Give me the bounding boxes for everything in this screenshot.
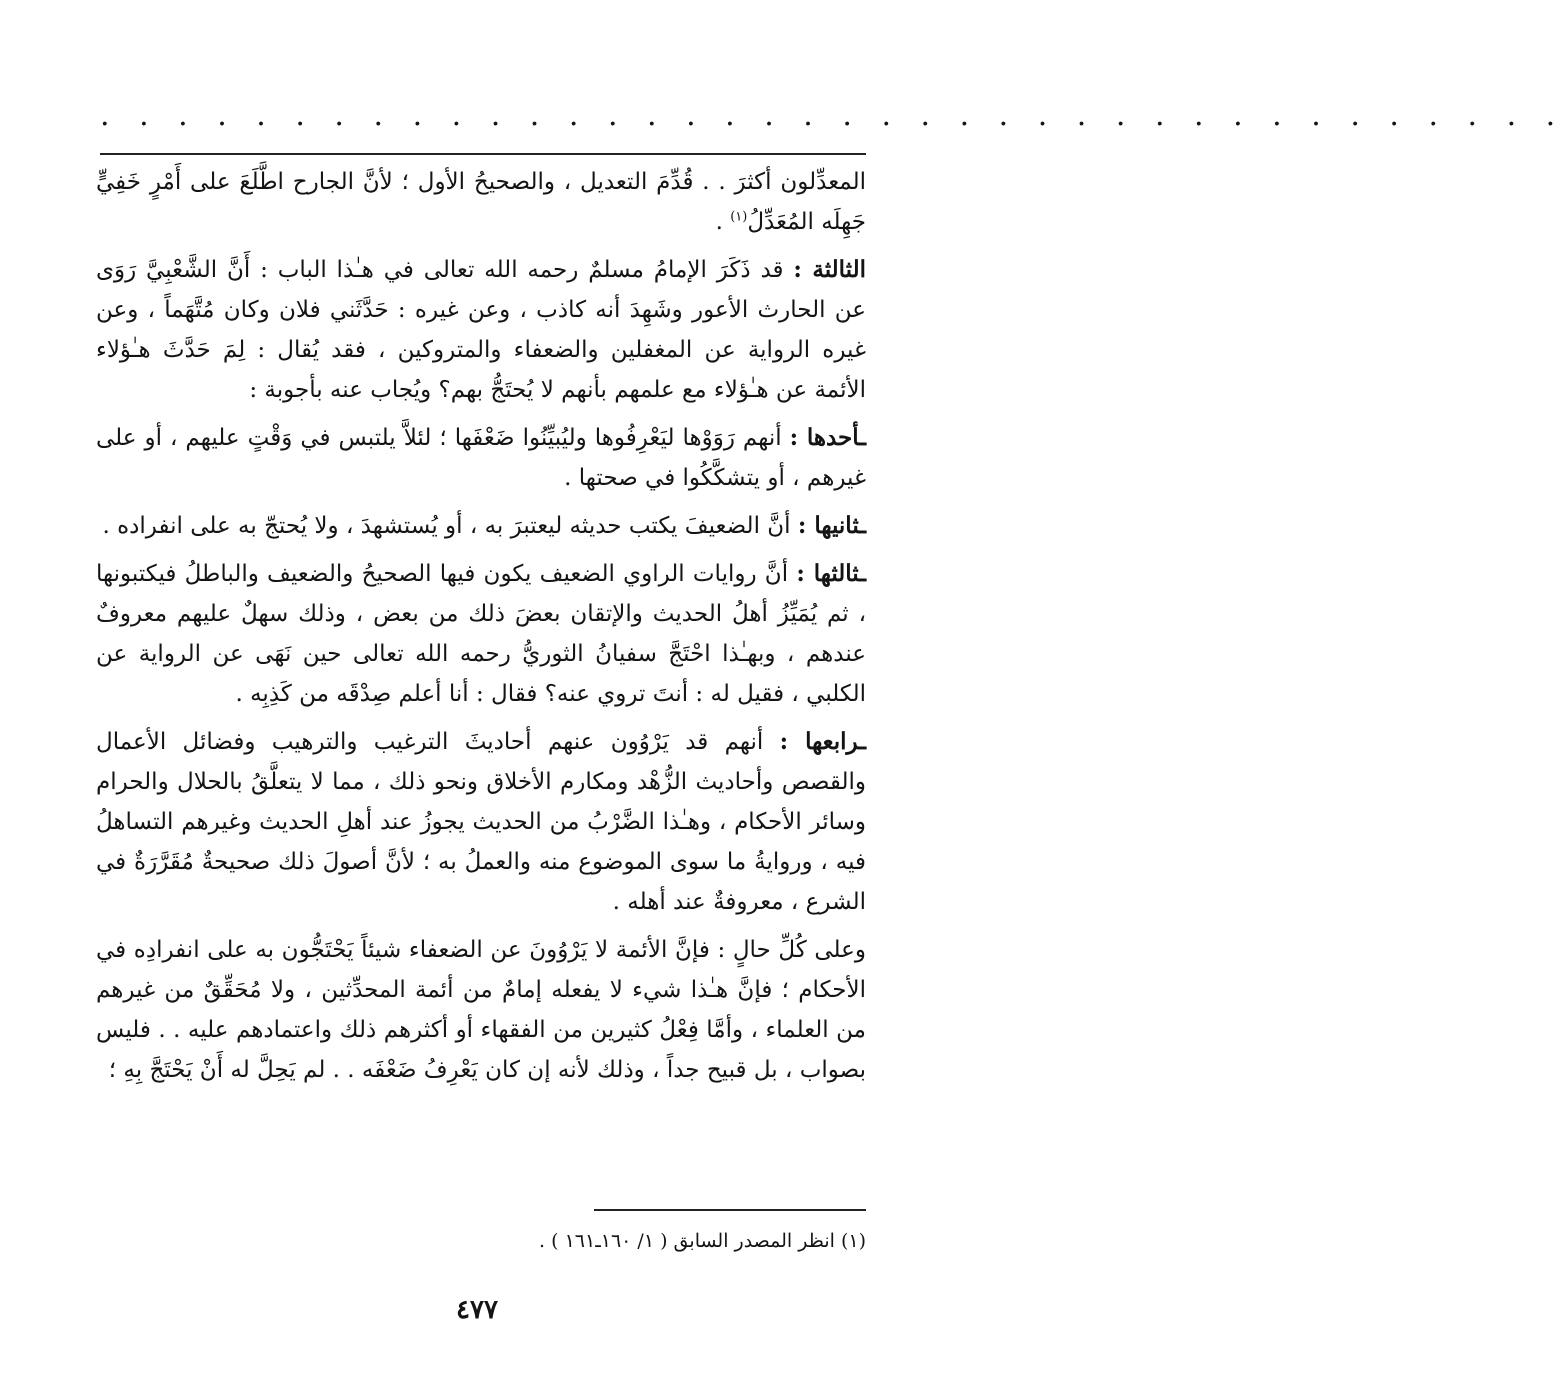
paragraph-third-point <box>96 250 866 410</box>
footnote-rule <box>594 1209 866 1211</box>
paragraph-text: أنهم رَوَوْها ليَعْرِفُوها وليُبيِّنُوا ضَعْفَها ؛ لئلاَّ يلتبس في وَقْتٍ عليهم ، أو على غيرهم ، أو يتشكَّكُوا في صحتها . <box>96 425 866 491</box>
paragraph-heading: الثالثة : <box>793 256 867 283</box>
paragraph-answer-one <box>96 418 866 498</box>
paragraph-text: أنهم قد يَرْوُون عنهم أحاديثَ الترغيب والترهيب وفضائل الأعمال والقصص وأحاديث الزُّهْد ومكارم الأخلاق ونحو ذلك ، مما لا يتعلَّقُ بالحلال والحرام وسائر الأحكام ، وهـٰذا الضَّرْبُ من الحديث يجوزُ عند أهلِ الحديث وغيرهم التساهلُ فيه ، وروايةُ ما سوى الموضوع منه والعملُ به ؛ لأنَّ أصولَ ذلك صحيحةٌ مُقَرَّرَةٌ في الشرع ، معروفةٌ عند أهله . <box>96 729 866 915</box>
page-number: ٤٧٧ <box>456 1295 498 1325</box>
paragraph-answer-two <box>96 506 866 546</box>
main-text <box>96 162 866 1098</box>
footnote <box>100 1226 866 1256</box>
paragraph-continuation <box>96 162 866 242</box>
paragraph-heading: ـثالثها : <box>796 560 866 587</box>
paragraph-heading: ـرابعها : <box>779 728 866 755</box>
header-rule <box>100 153 866 155</box>
paragraph-heading: ـأحدها : <box>789 424 867 451</box>
paragraph-tail: . <box>715 209 731 235</box>
paragraph-text: المعدِّلون أكثرَ . . قُدِّمَ التعديل ، والصحيحُ الأول ؛ لأنَّ الجارح اطَّلَعَ على أَمْرٍ خَفِيٍّ جَهِلَه المُعَدِّلُ <box>96 169 866 235</box>
paragraph-text: قد ذَكَرَ الإمامُ مسلمٌ رحمه الله تعالى في هـٰذا الباب : أَنَّ الشَّعْبِيَّ رَوَى عن الحارث الأعور وشَهِدَ أنه كاذب ، وعن غيره : حَدَّثَني فلان وكان مُتَّهَماً ، وعن غيره الرواية عن المغفلين والضعفاء والمتروكين ، فقد يُقال : لِمَ حَدَّثَ هـٰؤلاء الأئمة عن هـٰؤلاء مع علمهم بأنهم لا يُحتَجُّ بهم؟ ويُجاب عنه بأجوبة : <box>96 257 866 403</box>
footnote-reference: (١) <box>730 209 748 225</box>
paragraph-answer-four <box>96 722 866 922</box>
paragraph-heading: ـثانيها : <box>797 512 866 539</box>
footnote-text: انظر المصدر السابق ( ١/ ١٦٠ـ١٦١ ) . <box>539 1230 835 1252</box>
paragraph-text: أنَّ روايات الراوي الضعيف يكون فيها الصحيحُ والضعيف والباطلُ فيكتبونها ، ثم يُمَيِّزُ أهلُ الحديث والإتقان بعضَ ذلك من بعض ، وذلك سهلٌ عليهم معروفٌ عندهم ، وبهـٰذا احْتَجَّ سفيانُ الثوريُّ رحمه الله تعالى حين نَهَى عن الرواية عن الكلبي ، فقيل له : أنتَ تروي عنه؟ فقال : أنا أعلم صِدْقَه من كَذِبِه . <box>96 561 866 707</box>
paragraph-answer-three <box>96 554 866 714</box>
footnote-marker: (١) <box>840 1230 866 1252</box>
header-dot-leader: . . . . . . . . . . . . . . . . . . . . . . . . . . . . . . . . . . . . . . <box>100 98 1565 133</box>
paragraph-text: وعلى كُلِّ حالٍ : فإنَّ الأئمة لا يَرْوُونَ عن الضعفاء شيئاً يَحْتَجُّون به على انفرادِه في الأحكام ؛ فإنَّ هـٰذا شيء لا يفعله إمامٌ من أئمة المحدِّثين ، ولا مُحَقِّقٌ من غيرهم من العلماء ، وأمَّا فِعْلُ كثيرين من الفقهاء أو أكثرهم ذلك واعتمادهم عليه . . فليس بصواب ، بل قبيح جداً ، وذلك لأنه إن كان يَعْرِفُ ضَعْفَه . . لم يَحِلَّ له أَنْ يَحْتَجَّ بِهِ ؛ <box>96 937 866 1083</box>
paragraph-text: أنَّ الضعيفَ يكتب حديثه ليعتبرَ به ، أو يُستشهدَ ، ولا يُحتجّ به على انفراده . <box>102 513 798 539</box>
paragraph-conclusion <box>96 930 866 1090</box>
